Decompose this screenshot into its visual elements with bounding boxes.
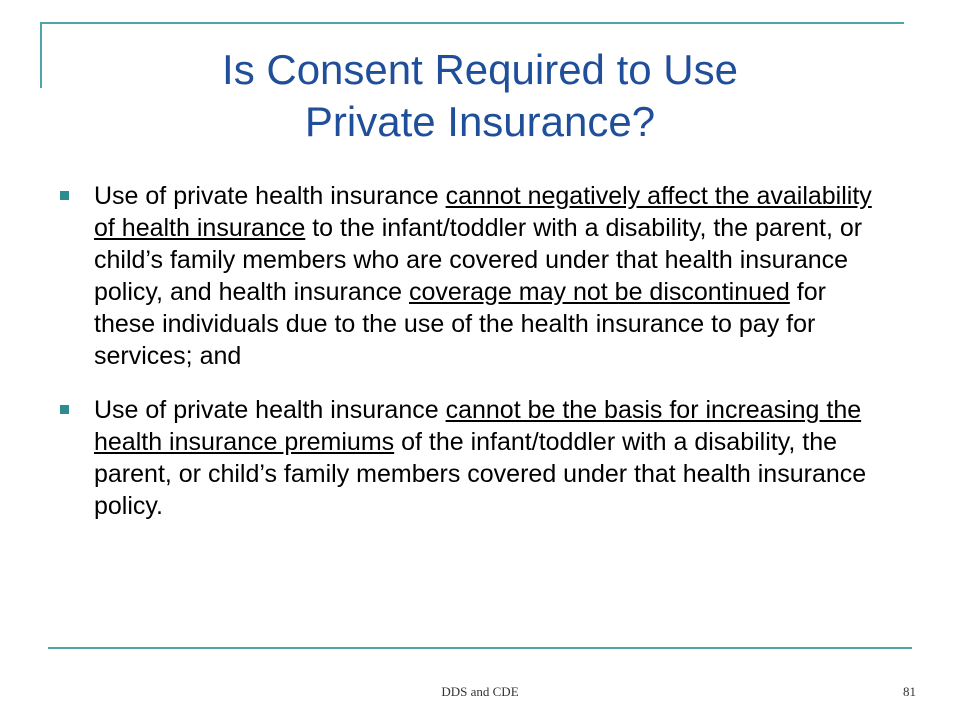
bullet-2-text-2: of the infant/toddler with a disability, the parent, or child’s family members covered under that health insurance policy. bbox=[94, 428, 867, 520]
bullet-1-underlined-2: coverage may not be discontinued bbox=[409, 278, 790, 306]
bullet-list bbox=[60, 180, 890, 544]
footer-text: DDS and CDE bbox=[441, 684, 519, 699]
bullet-item-2 bbox=[60, 394, 890, 522]
square-bullet-icon bbox=[60, 405, 69, 414]
slide-title-line-1: Is Consent Required to Use bbox=[222, 46, 738, 93]
bullet-1-text-1: Use of private health insurance bbox=[94, 182, 446, 210]
bullet-1-text-3: for these individuals due to the use of the health insurance to pay for services; and bbox=[94, 278, 826, 370]
bullet-2-text-1: Use of private health insurance bbox=[94, 396, 446, 424]
slide-title bbox=[100, 44, 860, 148]
footer-rule bbox=[48, 647, 912, 649]
square-bullet-icon bbox=[60, 191, 69, 200]
bullet-2-underlined-1: cannot be the basis for increasing the health insurance premiums bbox=[94, 396, 862, 456]
bullet-1-underlined-1: cannot negatively affect the availability of health insurance bbox=[94, 182, 872, 242]
slide-title-line-2: Private Insurance? bbox=[304, 98, 656, 145]
bullet-item-1 bbox=[60, 180, 890, 372]
bullet-1-text-2: to the infant/toddler with a disability, the parent, or child’s family members who are covered under that health insurance policy, and health insurance bbox=[94, 214, 863, 306]
frame-top-rule bbox=[40, 22, 904, 24]
frame-left-rule bbox=[40, 22, 42, 88]
page-number: 81 bbox=[903, 684, 916, 699]
